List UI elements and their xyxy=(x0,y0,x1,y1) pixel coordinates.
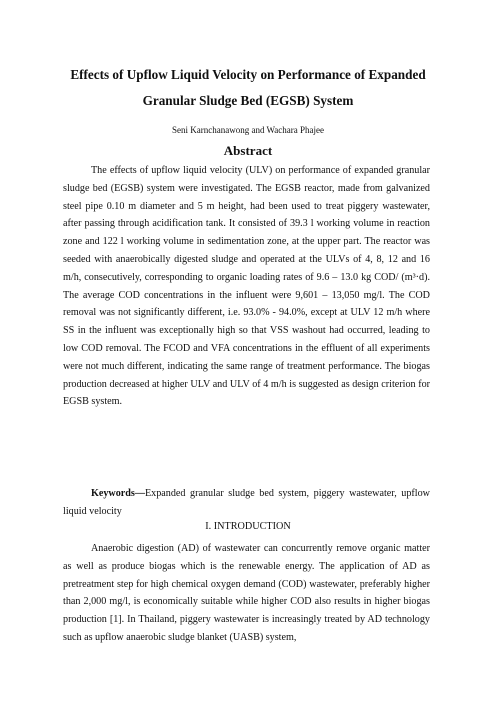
keywords-label: Keywords— xyxy=(91,488,145,499)
paper-authors: Seni Karnchanawong and Wachara Phajee xyxy=(171,125,325,135)
paper-title: Effects of Upflow Liquid Velocity on Performance of Expanded Granular Sludge Bed (EGSB) System xyxy=(70,67,426,108)
keywords-text: Expanded granular sludge bed system, piggery wastewater, upflow liquid velocity xyxy=(63,488,430,517)
abstract-body: The effects of upflow liquid velocity (ULV) on performance of expanded granular sludge bed (EGSB) system were investigated. The EGSB reactor, made from galvanized steel pipe 0.10 m diameter and 5 m height, had been used to treat piggery wastewater, after passing through acidification tank. It consisted of 39.3 l working volume in reaction zone and 122 l working volume in sedimentation zone, at the upper part. The reactor was seeded with anaerobically digested sludge and operated at the ULVs of 4, 8, 12 and 16 m/h, consecutively, corresponding to organic loading rates of 9.6 – 13.0 kg COD/ (m³·d). The average COD concentrations in the influent were 9,601 – 13,050 mg/l. The COD removal was not significantly different, i.e. 93.0% - 94.0%, except at ULV 12 m/h where SS in the influent was exceptionally high so that VSS washout had occurred, leading to low COD removal. The FCOD and VFA concentrations in the effluent of all experiments were not much different, indicating the same range of treatment performance. The biogas production decreased at higher ULV and ULV of 4 m/h is suggested as design criterion for EGSB system. xyxy=(63,165,430,408)
introduction-heading: I. INTRODUCTION xyxy=(205,521,291,532)
keywords xyxy=(63,485,430,521)
introduction-body: Anaerobic digestion (AD) of wastewater can concurrently remove organic matter as well as produce biogas which is the renewable energy. The application of AD as pretreatment step for high chemical oxygen demand (COD) wastewater, preferably higher than 2,000 mg/l, is economically suitable while higher COD also results in higher biogas production [1]. In Thailand, piggery wastewater is increasingly treated by AD technology such as upflow anaerobic sludge blanket (UASB) system, xyxy=(63,543,430,643)
abstract-heading: Abstract xyxy=(223,143,273,158)
